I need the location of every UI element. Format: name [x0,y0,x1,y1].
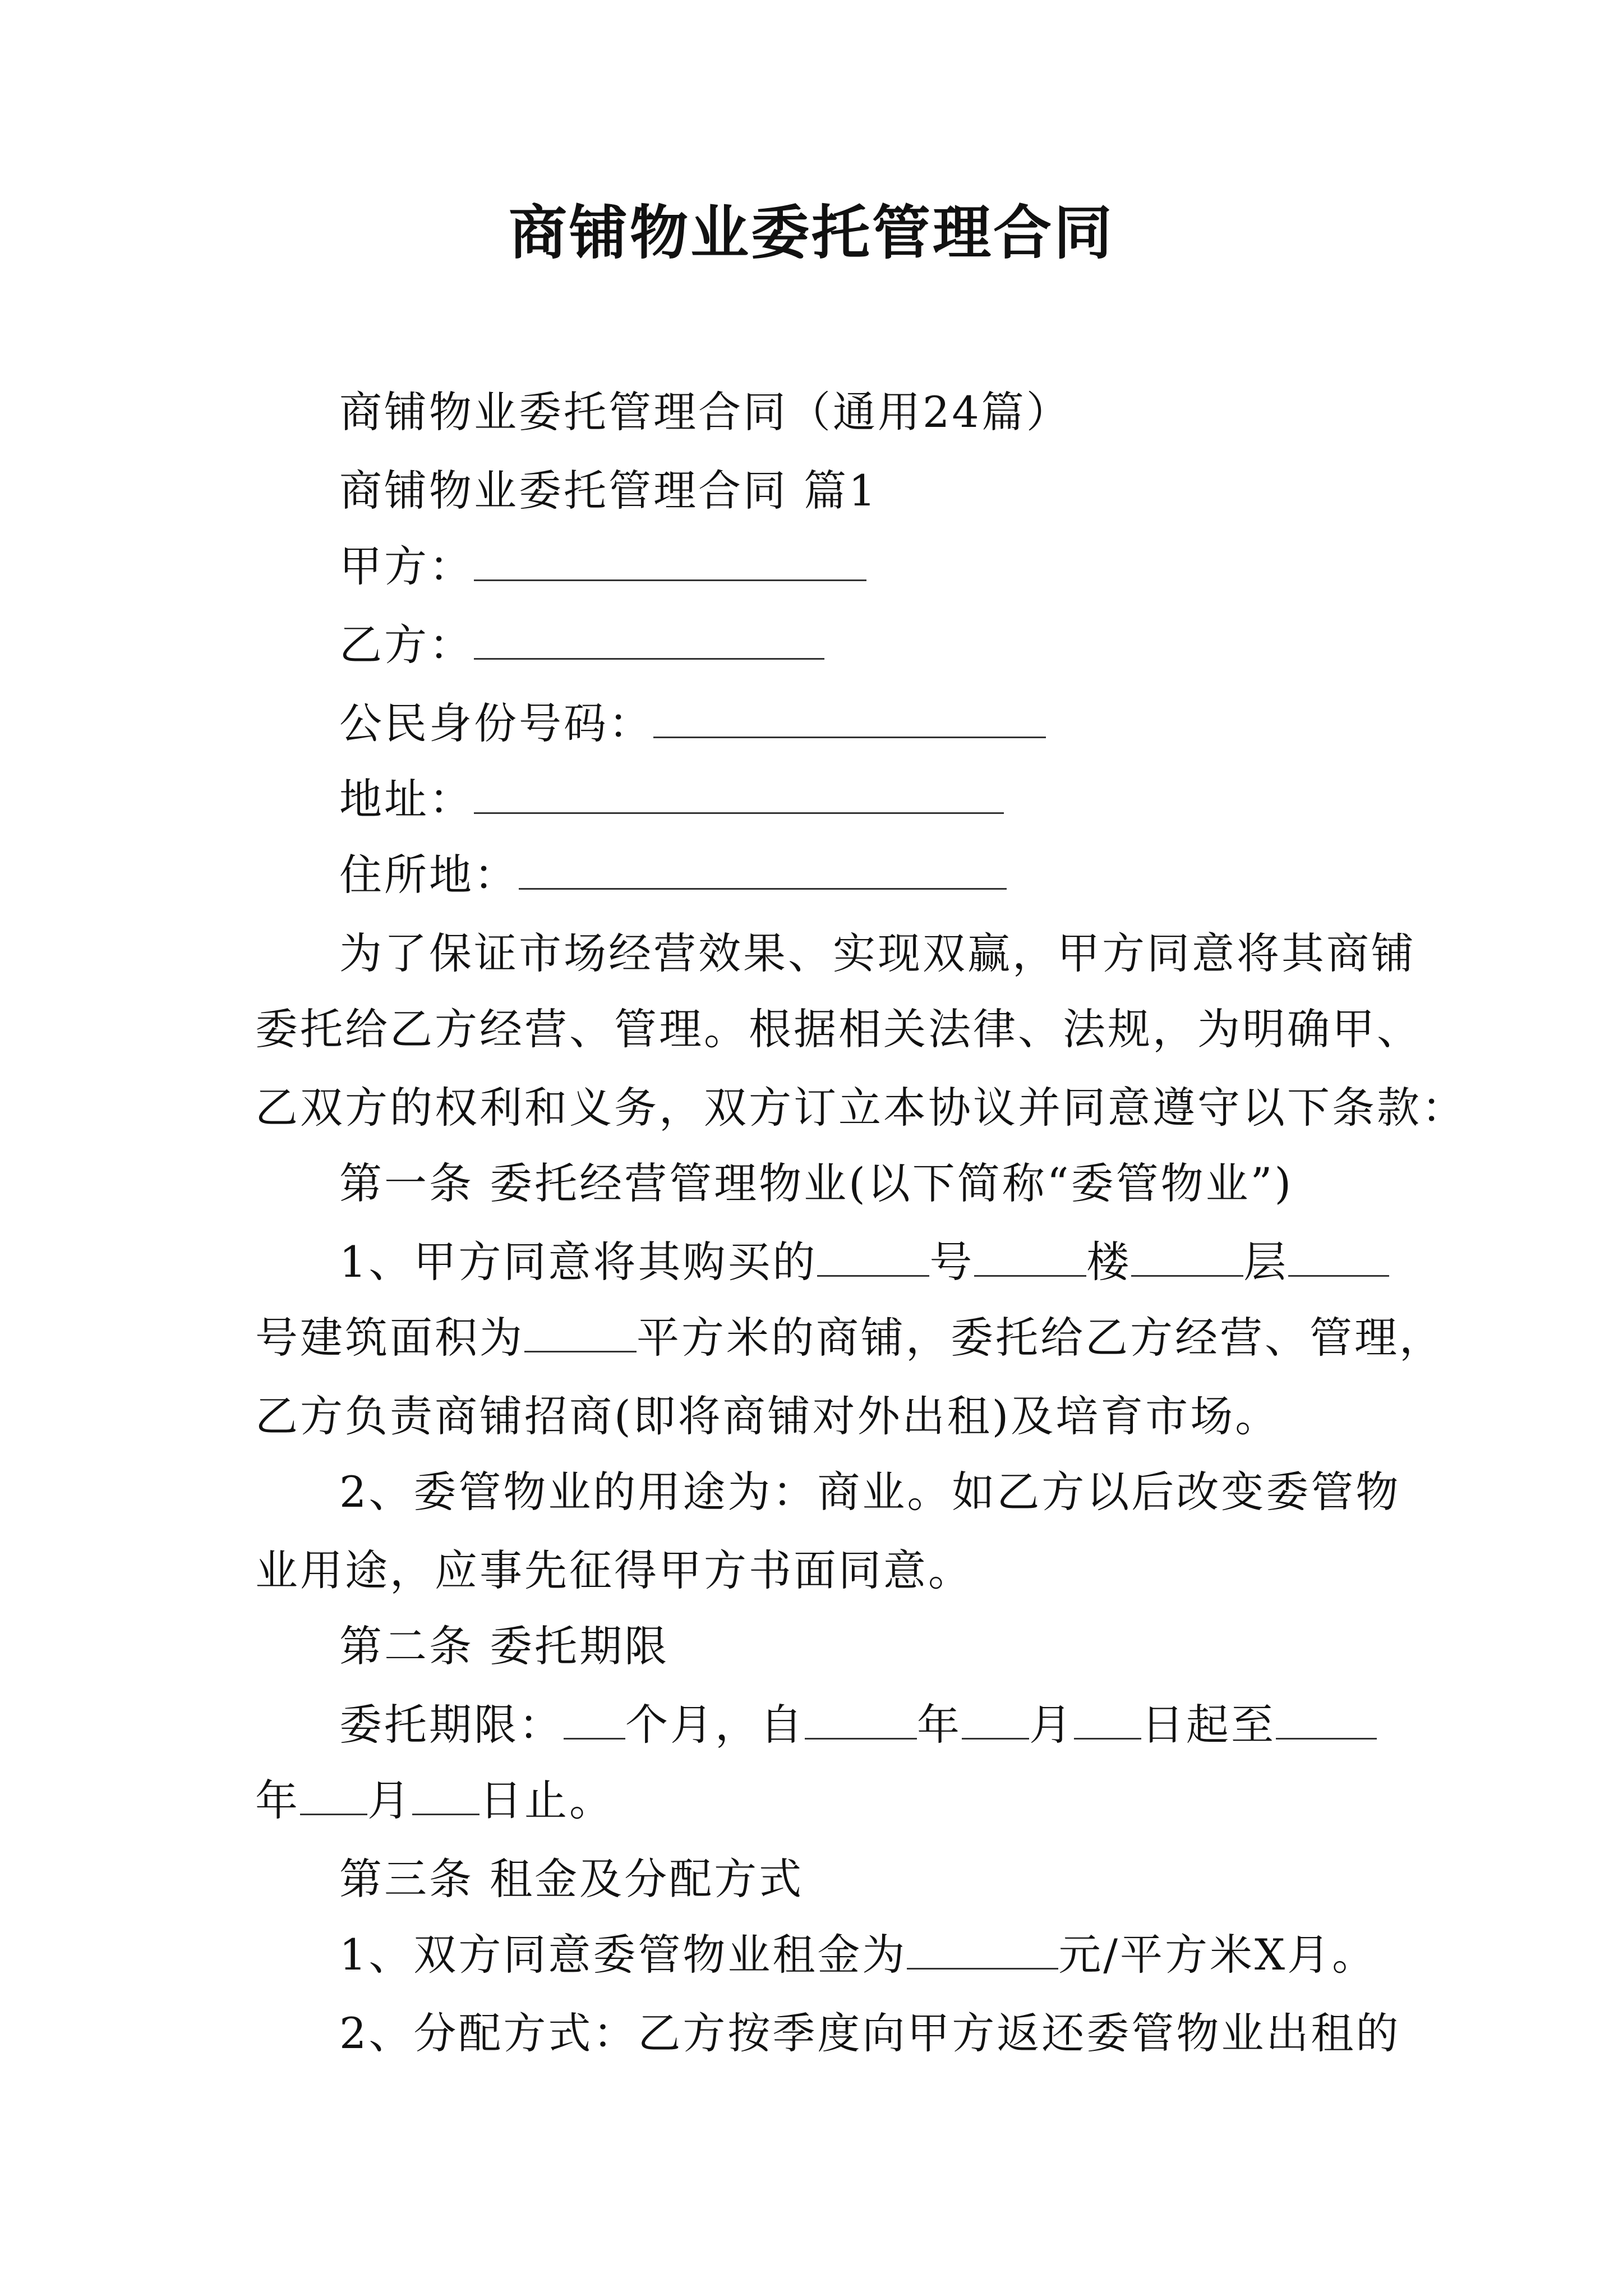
party-a-blank [474,540,866,581]
intro-line-3: 乙双方的权利和义务，双方订立本协议并同意遵守以下条款： [255,1083,1467,1133]
article-3-item-1 [339,1924,1394,1986]
intro-line-1: 为了保证市场经营效果、实现双赢，甲方同意将其商铺 [339,928,1416,978]
address-blank [474,773,1004,814]
term-text-b: 个月，自 [625,1700,805,1750]
term-text-h: 日止。 [479,1775,614,1825]
end-day-blank [412,1774,479,1815]
article-1-item-1-line-1 [339,1231,1394,1293]
article-2-term-line-2 [255,1770,1394,1832]
article-1-item-1-text-f: 平方米的商铺，委托给乙方经营、管理， [637,1313,1444,1363]
article-1-item-1-text-b: 号 [929,1237,975,1287]
party-b-label: 乙方： [339,620,474,670]
article-1-item-1-text-a: 1、甲方同意将其购买的 [339,1237,818,1287]
start-month-blank [962,1699,1029,1740]
article-1-heading: 第一条 委托经营管理物业(以下简称“委管物业”) [339,1158,1294,1208]
id-number-label: 公民身份号码： [339,698,653,748]
address-field [339,769,1394,830]
article-2-term-line-1 [339,1694,1394,1756]
article-1-item-1-line-2 [255,1307,1444,1369]
area-blank [524,1312,637,1352]
term-text-c: 年 [917,1700,962,1750]
id-number-blank [653,697,1046,738]
section-heading: 商铺物业委托管理合同 篇1 [339,466,878,516]
article-3-item-2: 2、分配方式：乙方按季度向甲方返还委管物业出租的 [339,2008,1401,2058]
rent-text-a: 1、双方同意委管物业租金为 [339,1930,907,1980]
article-1-item-1-line-3: 乙方负责商铺招商(即将商铺对外出租)及培育市场。 [255,1391,1280,1441]
article-1-item-1-text-d: 层 [1243,1237,1289,1287]
term-text-e: 日起至 [1141,1700,1276,1750]
article-1-item-1-text-c: 楼 [1086,1237,1132,1287]
start-day-blank [1074,1699,1141,1740]
residence-label: 住所地： [339,850,519,900]
article-1-item-2-line-2: 业用途，应事先征得甲方书面同意。 [255,1545,973,1595]
article-1-item-1-text-e: 号建筑面积为 [255,1313,524,1363]
term-text-a: 委托期限： [339,1700,564,1750]
unit-number-blank [1288,1236,1389,1277]
term-text-g: 月 [367,1775,412,1825]
residence-field [339,844,1394,906]
party-b-blank [474,619,824,660]
article-3-heading: 第三条 租金及分配方式 [339,1854,804,1904]
intro-line-2: 委托给乙方经营、管理。根据相关法律、法规，为明确甲、 [255,1004,1422,1054]
start-year-blank [805,1699,917,1740]
id-number-field [339,693,1394,754]
building-number-blank [817,1236,929,1277]
end-month-blank [300,1774,367,1815]
document-title: 商铺物业委托管理合同 [508,199,1114,267]
floor-building-blank [974,1236,1086,1277]
party-a-label: 甲方： [339,541,474,591]
term-text-d: 月 [1029,1700,1074,1750]
article-2-heading: 第二条 委托期限 [339,1621,670,1671]
months-blank [564,1699,625,1740]
end-year-blank [1276,1699,1377,1740]
address-label: 地址： [339,774,474,824]
residence-blank [519,849,1007,890]
article-1-item-2-line-1: 2、委管物业的用途为：商业。如乙方以后改变委管物 [339,1467,1401,1517]
document-subtitle: 商铺物业委托管理合同（通用24篇） [339,387,1071,437]
floor-blank [1131,1236,1243,1277]
rent-blank [907,1929,1058,1970]
party-a-field [339,536,1394,597]
rent-text-b: 元/平方米X月。 [1058,1930,1377,1980]
party-b-field [339,614,1394,676]
term-text-f: 年 [255,1775,300,1825]
